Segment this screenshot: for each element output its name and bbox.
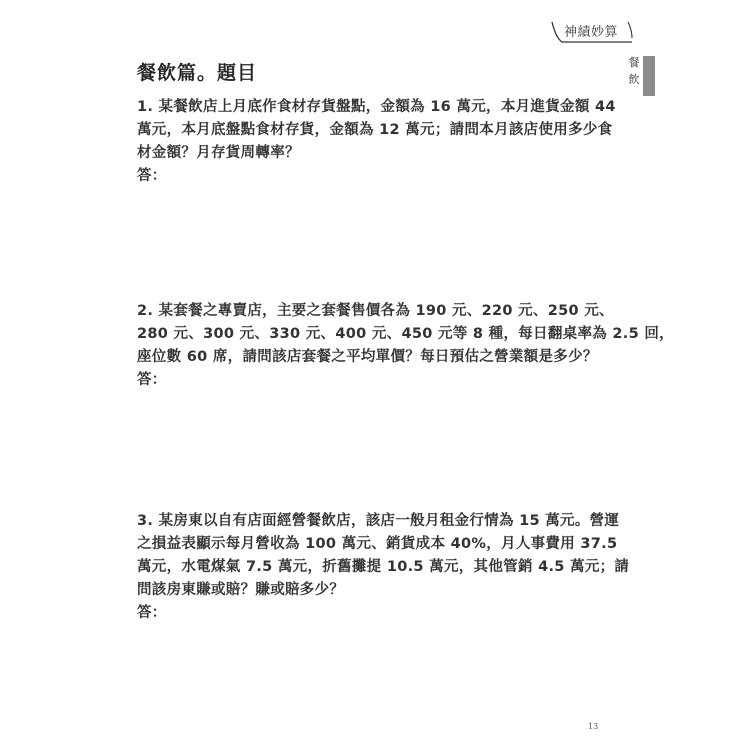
question-1 xyxy=(137,96,627,188)
answer-label: 答： xyxy=(137,372,167,388)
side-tab-marker xyxy=(643,56,655,96)
answer-label: 答： xyxy=(137,605,167,621)
question-line: 之損益表顯示每月營收為 100 萬元、銷貨成本 40%，月人事費用 37.5 xyxy=(137,536,618,552)
question-line: 2. 某套餐之專賣店，主要之套餐售價各為 190 元、220 元、250 元、 xyxy=(137,303,614,319)
question-line: 座位數 60 席，請問該店套餐之平均單價？每日預估之營業額是多少？ xyxy=(137,349,598,365)
page-number: 13 xyxy=(588,722,599,731)
question-2 xyxy=(137,300,674,392)
question-line: 材金額？月存貨周轉率？ xyxy=(137,145,300,161)
question-line: 1. 某餐飲店上月底作食材存貨盤點，金額為 16 萬元，本月進貨金額 44 xyxy=(137,99,616,115)
question-3 xyxy=(137,510,630,625)
answer-label: 答： xyxy=(137,168,167,184)
section-title: 餐飲篇。題目 xyxy=(137,62,258,84)
side-tab-label xyxy=(627,54,641,88)
question-line: 萬元，水電煤氣 7.5 萬元，折舊攤提 10.5 萬元，其他管銷 4.5 萬元；請 xyxy=(137,559,630,575)
brand-title: 神績妙算 xyxy=(564,25,619,40)
brand-tag xyxy=(548,18,638,48)
question-line: 3. 某房東以自有店面經營餐飲店，該店一般月租金行情為 15 萬元。營運 xyxy=(137,513,620,529)
question-line: 問該房東賺或賠？賺或賠多少？ xyxy=(137,582,345,598)
side-tab-char: 餐 xyxy=(628,56,640,69)
question-line: 280 元、300 元、330 元、400 元、450 元等 8 種，每日翻桌率為 2.5 回， xyxy=(137,326,674,342)
question-line: 萬元，本月底盤點食材存貨，金額為 12 萬元；請問本月該店使用多少食 xyxy=(137,122,613,138)
side-tab-char: 飲 xyxy=(628,73,640,86)
